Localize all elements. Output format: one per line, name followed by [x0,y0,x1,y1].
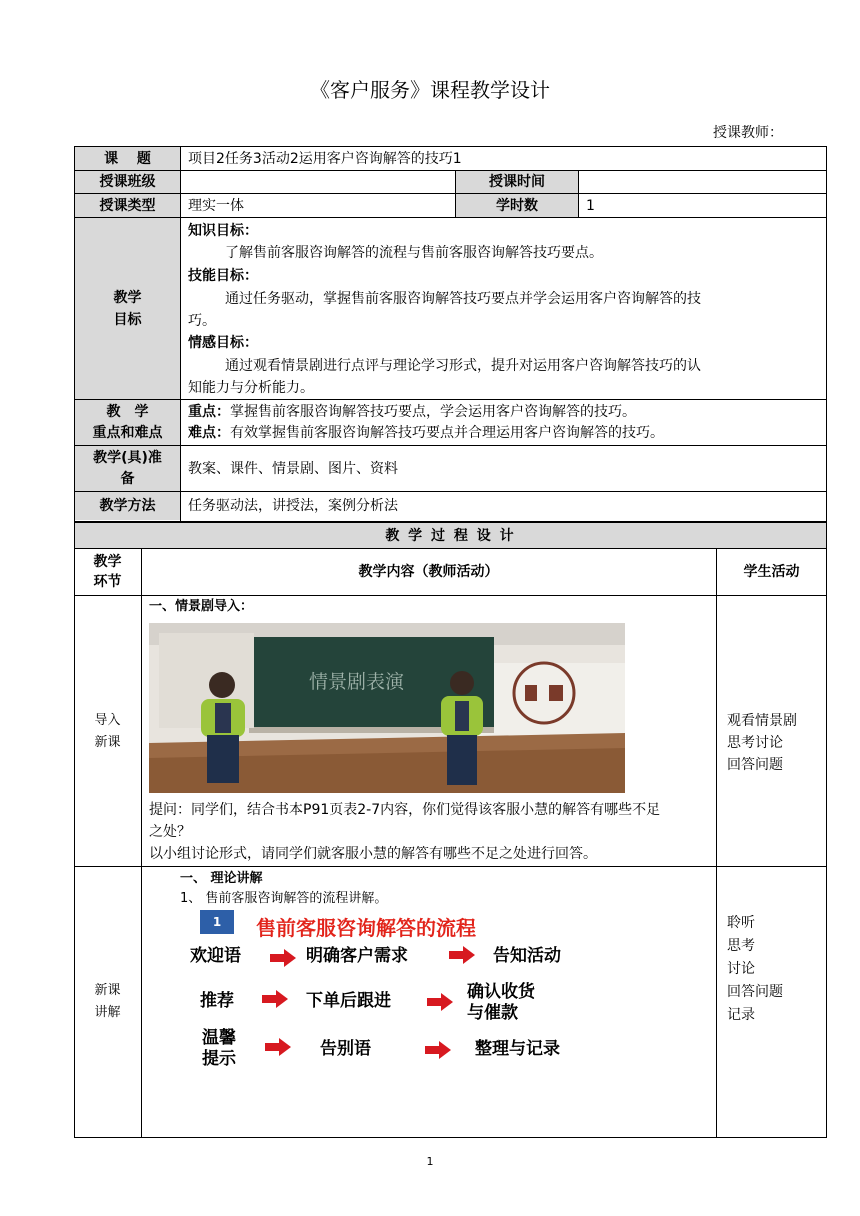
method-label: 教学方法 [99,498,156,514]
row2-stage-line1: 新课 [94,983,121,998]
col-stage-line1: 教学 [93,554,122,570]
flow-step-follow-up: 下单后跟进 [306,991,391,1011]
class-label: 授课班级 [99,174,156,190]
prep-label-line1: 教学(具)准 [93,450,162,466]
prep-label-line2: 备 [120,471,135,487]
flow-step-announce-activity: 告知活动 [493,946,561,966]
row2-sub-heading: 1、 售前客服咨询解答的流程讲解。 [180,891,388,906]
row1-activity-2: 思考讨论 [727,735,783,751]
skit-photo [149,623,625,793]
hours-value: 1 [586,198,595,214]
col-content-header: 教学内容（教师活动） [358,564,499,580]
flow-arrow-3-icon [262,990,288,1008]
method-value: 任务驱动法，讲授法，案例分析法 [188,498,398,514]
row2-activity-2: 思考 [727,938,755,954]
col-stage-line2: 环节 [93,574,122,590]
skit-board-text: 情景剧表演 [309,671,405,693]
row2-student-activities [727,912,783,1027]
row2-stage-line2: 讲解 [94,1005,121,1020]
row1-stage [74,710,141,754]
emotion-heading: 情感目标： [188,335,258,351]
flow-step-tips-line1: 温馨 [202,1028,236,1048]
teacher-label: 授课教师： [713,125,783,141]
knowledge-heading: 知识目标： [188,223,258,239]
row1-activity-1: 观看情景剧 [727,713,797,729]
type-label: 授课类型 [99,198,156,214]
row2-stage [74,980,141,1024]
key-point-text: 掌握售前客服咨询解答技巧要点，学会运用客户咨询解答的技巧。 [230,404,636,420]
flow-title: 售前客服咨询解答的流程 [256,916,476,940]
time-label: 授课时间 [489,174,545,190]
header-table-border [74,146,827,522]
key-point-label: 重点： [188,404,230,420]
hours-label: 学时数 [496,198,538,214]
row1-question-1: 提问：同学们，结合书本P91页表2-7内容，你们觉得该客服小慧的解答有哪些不足 [149,802,661,818]
row2-activity-4: 回答问题 [727,984,783,1000]
skill-heading: 技能目标： [188,268,258,284]
flow-step-recommend: 推荐 [200,991,234,1011]
section-title: 教 学 过 程 设 计 [385,528,516,544]
flow-arrow-1-icon [270,949,296,967]
flow-step-farewell: 告别语 [320,1039,371,1059]
prep-label [75,449,180,488]
difficulty-text: 有效掌握售前客服咨询解答技巧要点并合理运用客户咨询解答的技巧。 [230,425,664,441]
key-label [75,403,180,442]
flow-step-welcome: 欢迎语 [190,946,241,966]
flow-arrow-4-icon [427,993,453,1011]
emotion-text-2: 知能力与分析能力。 [188,380,314,396]
flow-step-clarify-needs: 明确客户需求 [306,946,408,966]
topic-label: 课 题 [104,151,151,167]
difficulty-label: 难点： [188,425,230,441]
knowledge-text: 了解售前客服咨询解答的流程与售前客服咨询解答技巧要点。 [225,245,603,261]
goals-label-line1: 教学 [113,290,142,306]
flow-badge: 1 [200,910,234,934]
row1-heading: 一、情景剧导入： [149,599,254,614]
difficulty-row [188,424,664,442]
flow-arrow-5-icon [265,1038,291,1056]
key-label-line2: 重点和难点 [92,425,163,441]
type-value: 理实一体 [188,198,244,214]
document-title: 《客户服务》课程教学设计 [310,78,550,102]
flow-arrow-6-icon [425,1041,451,1059]
row1-activity-3: 回答问题 [727,757,783,773]
key-label-line1: 教 学 [106,404,149,420]
flow-arrow-2-icon [449,946,475,964]
flow-step-organize-record: 整理与记录 [475,1039,560,1059]
topic-value: 项目2任务3活动2运用客户咨询解答的技巧1 [188,151,462,167]
flow-step-confirm-line2: 与催款 [467,1003,518,1023]
flow-step-confirm-receipt [467,982,535,1024]
page-number: 1 [426,1155,434,1168]
row2-activity-3: 讨论 [727,961,755,977]
row1-question-3: 以小组讨论形式，请同学们就客服小慧的解答有哪些不足之处进行回答。 [149,846,597,862]
flow-step-confirm-line1: 确认收货 [467,982,535,1002]
skill-text-1: 通过任务驱动，掌握售前客服咨询解答技巧要点并学会运用客户咨询解答的技 [225,291,701,307]
flow-step-warm-tips [202,1028,236,1070]
row1-stage-line1: 导入 [94,713,121,728]
row2-activity-5: 记录 [727,1007,755,1023]
row1-student-activities [727,710,797,776]
row1-stage-line2: 新课 [94,735,121,750]
col-student-header: 学生活动 [743,564,800,580]
key-point-row [188,403,636,421]
skill-text-2: 巧。 [188,313,216,329]
goals-label-line2: 目标 [113,312,142,328]
flow-step-tips-line2: 提示 [202,1049,236,1069]
emotion-text-1: 通过观看情景剧进行点评与理论学习形式，提升对运用客户咨询解答技巧的认 [225,358,701,374]
col-stage-header [74,553,141,591]
row2-heading: 一、 理论讲解 [180,871,263,886]
row2-activity-1: 聆听 [727,915,755,931]
prep-value: 教案、课件、情景剧、图片、资料 [188,461,398,477]
row1-question-2: 之处？ [149,824,191,840]
goals-label [75,289,180,329]
skit-photo-art [149,623,625,793]
